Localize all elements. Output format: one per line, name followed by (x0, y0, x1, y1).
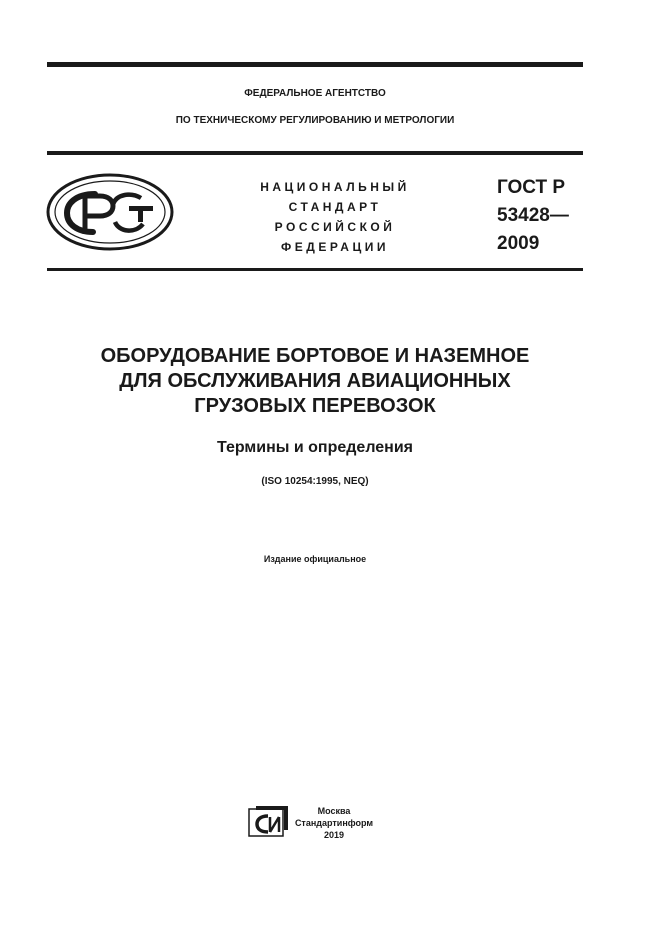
document-subtitle: Термины и определения (216, 439, 413, 456)
title-line: ГРУЗОВЫХ ПЕРЕВОЗОК (194, 395, 436, 417)
middle-rule (47, 151, 583, 155)
standartinform-logo-icon (248, 806, 288, 838)
edition-label: Издание официальное (263, 554, 367, 564)
gost-code-line: 2009 (497, 233, 540, 254)
top-rule (47, 62, 583, 67)
publisher-block (294, 805, 374, 841)
gost-code-line: ГОСТ Р (497, 177, 566, 198)
gost-code-line: 53428— (497, 205, 569, 226)
rst-logo-icon (45, 172, 175, 252)
publisher-year: 2019 (323, 830, 345, 840)
standard-type-line: СТАНДАРТ (288, 200, 382, 214)
standard-type-line: РОССИЙСКОЙ (274, 220, 396, 234)
publisher-name: Стандартинформ (294, 818, 374, 828)
title-line: ОБОРУДОВАНИЕ БОРТОВОЕ И НАЗЕМНОЕ (100, 345, 530, 367)
document-title (40, 344, 590, 419)
iso-reference: (ISO 10254:1995, NEQ) (261, 476, 369, 487)
standard-type-block (230, 177, 440, 257)
standard-type-line: ФЕДЕРАЦИИ (281, 240, 389, 254)
bottom-rule (47, 268, 583, 271)
publisher-city: Москва (317, 806, 351, 816)
standard-type-line: НАЦИОНАЛЬНЫЙ (260, 180, 410, 194)
agency-line-1: ФЕДЕРАЛЬНОЕ АГЕНТСТВО (244, 88, 386, 99)
title-line: ДЛЯ ОБСЛУЖИВАНИЯ АВИАЦИОННЫХ (119, 370, 511, 392)
agency-line-2: ПО ТЕХНИЧЕСКОМУ РЕГУЛИРОВАНИЮ И МЕТРОЛОГИИ (175, 115, 455, 126)
gost-code-block (497, 174, 569, 258)
